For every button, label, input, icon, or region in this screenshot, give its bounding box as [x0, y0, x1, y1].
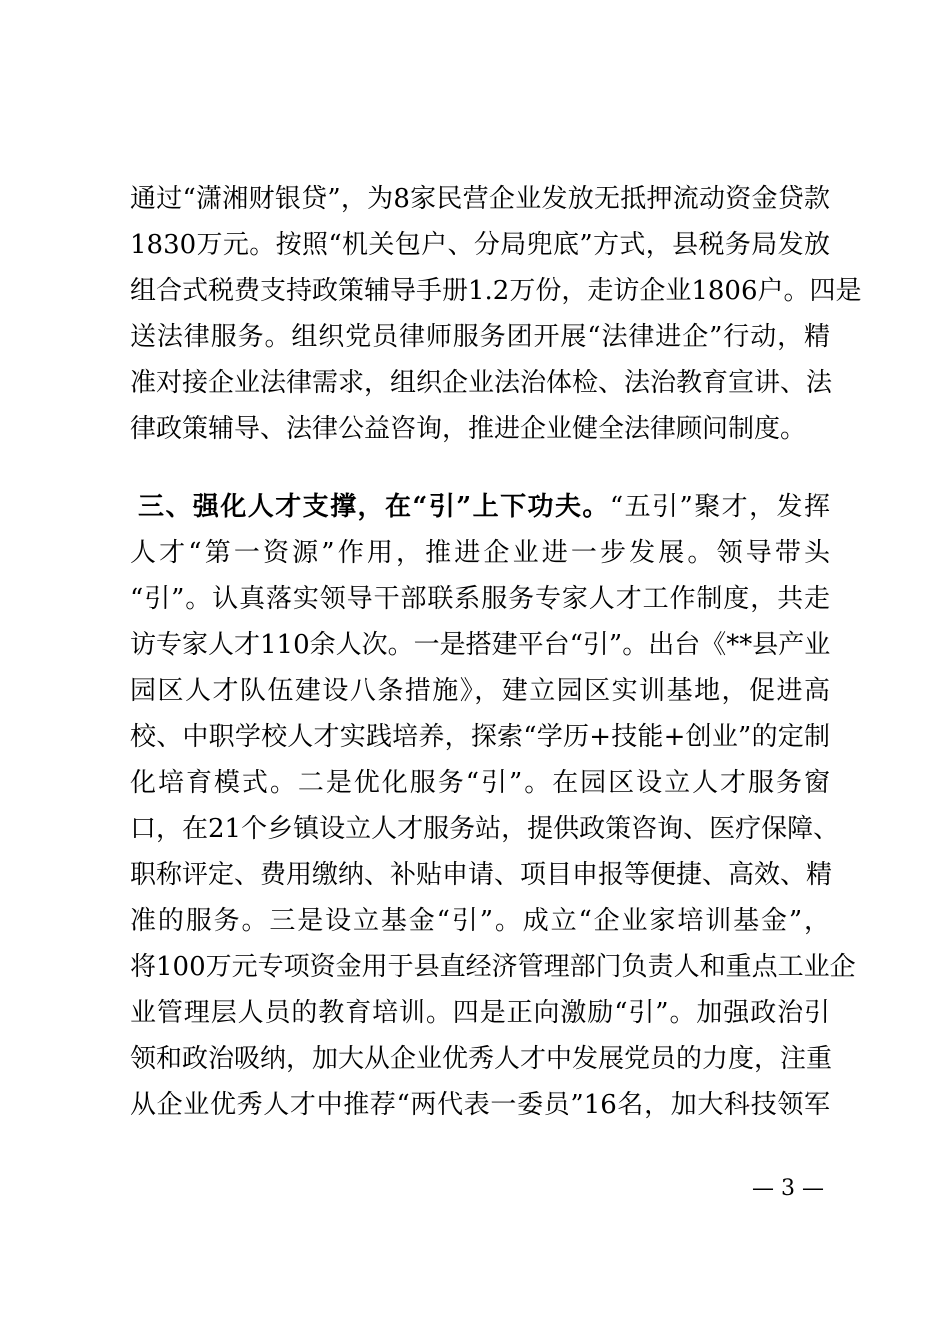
paragraph2-line-6: 校、中职学校人才实践培养，探索“学历+技能+创业”的定制	[130, 722, 830, 752]
paragraph2-line-2: 人才“第一资源”作用，推进企业进一步发展。领导带头	[130, 538, 830, 568]
section-heading: 三、强化人才支撑，在“引”上下功夫。	[138, 492, 610, 522]
paragraph2-line-3: “引”。认真落实领导干部联系服务专家人才工作制度，共走	[130, 584, 830, 614]
paragraph2-line-12: 业管理层人员的教育培训。四是正向激励“引”。加强政治引	[130, 998, 830, 1028]
paragraph2-line-1-rest: “五引”聚才，发挥	[609, 492, 830, 522]
page-number: — 3 —	[752, 1176, 824, 1201]
paragraph1-line-2: 1830万元。按照“机关包户、分局兜底”方式，县税务局发放	[130, 230, 830, 260]
paragraph2-line-5: 园区人才队伍建设八条措施》，建立园区实训基地，促进高	[130, 676, 830, 706]
paragraph2-line-13: 领和政治吸纳，加大从企业优秀人才中发展党员的力度，注重	[130, 1044, 833, 1074]
paragraph2-line-4: 访专家人才110余人次。一是搭建平台“引”。出台《**县产业	[130, 630, 831, 660]
paragraph1-line-1: 通过“潇湘财银贷”，为8家民营企业发放无抵押流动资金贷款	[130, 184, 830, 214]
paragraph1-line-5: 准对接企业法律需求，组织企业法治体检、法治教育宣讲、法	[130, 368, 833, 398]
paragraph1-line-3: 组合式税费支持政策辅导手册1.2万份，走访企业1806户。四是	[130, 276, 862, 306]
paragraph2-line-9: 职称评定、费用缴纳、补贴申请、项目申报等便捷、高效、精	[130, 860, 833, 890]
paragraph2-line-7: 化培育模式。二是优化服务“引”。在园区设立人才服务窗	[130, 768, 830, 798]
paragraph2-line-14: 从企业优秀人才中推荐“两代表一委员”16名，加大科技领军	[130, 1090, 830, 1120]
paragraph1-line-4: 送法律服务。组织党员律师服务团开展“法律进企”行动，精	[130, 322, 830, 352]
paragraph2-line-8: 口，在21个乡镇设立人才服务站，提供政策咨询、医疗保障、	[130, 814, 840, 844]
paragraph1-line-6: 律政策辅导、法律公益咨询，推进企业健全法律顾问制度。	[130, 414, 807, 444]
paragraph2-line-10: 准的服务。三是设立基金“引”。成立“企业家培训基金”，	[130, 906, 830, 936]
paragraph2-line-11: 将100万元专项资金用于县直经济管理部门负责人和重点工业企	[130, 952, 856, 982]
paragraph2-line-1	[138, 484, 830, 530]
